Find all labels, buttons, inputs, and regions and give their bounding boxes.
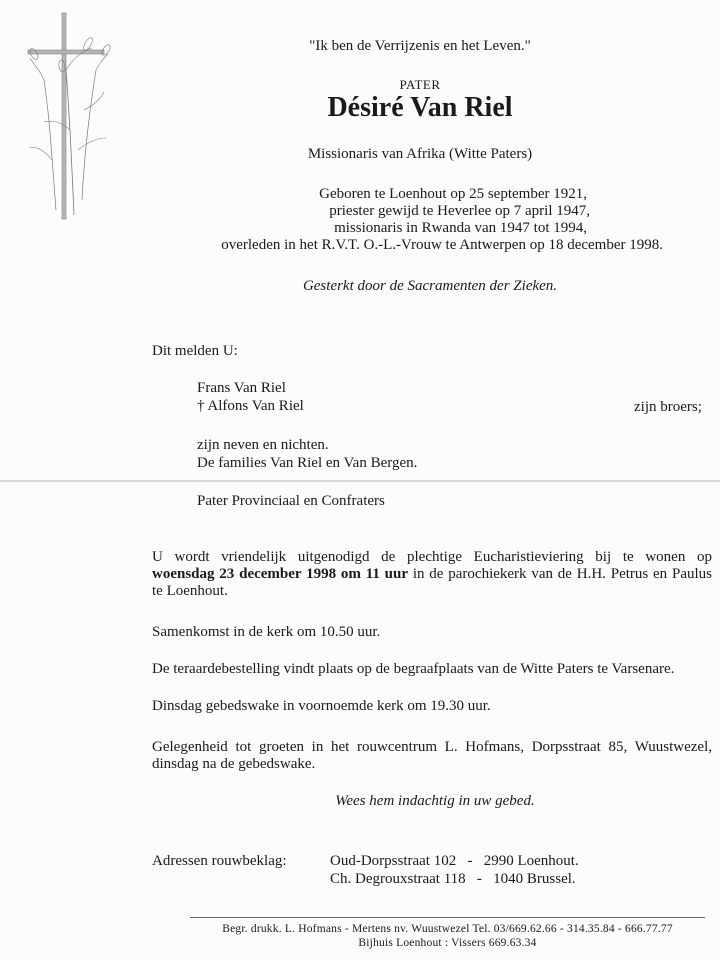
brother-2: † Alfons Van Riel <box>197 398 304 414</box>
sacraments: Gesterkt door de Sacramenten der Zieken. <box>302 278 558 294</box>
deceased-name: Désiré Van Riel <box>327 92 513 123</box>
invitation-location: in de parochiekerk van de H.H. Petrus en Paulus <box>408 566 712 582</box>
vigil: Dinsdag gebedswake in voornoemde kerk om 19.30 uur. <box>152 698 491 714</box>
quote: "Ik ben de Verrijzenis en het Leven." <box>309 38 531 54</box>
role: Missionaris van Afrika (Witte Paters) <box>307 146 533 162</box>
families: De families Van Riel en Van Bergen. <box>197 455 418 471</box>
brother-1: Frans Van Riel <box>197 380 286 396</box>
gathering: Samenkomst in de kerk om 10.50 uur. <box>152 624 381 640</box>
invitation-line-3: te Loenhout. <box>152 583 228 599</box>
announce-intro: Dit melden U: <box>152 343 238 359</box>
title-small: PATER <box>399 77 441 92</box>
footer-divider <box>190 917 705 918</box>
invitation-line-2 <box>152 566 712 583</box>
printer-footer <box>190 922 705 950</box>
footer-line-2: Bijhuis Loenhout : Vissers 669.63.34 <box>358 937 537 949</box>
condolence-line-1: Gelegenheid tot groeten in het rouwcentrum L. Hofmans, Dorpsstraat 85, Wuustwezel, <box>152 739 712 755</box>
bio-line: missionaris in Rwanda van 1947 tot 1994, <box>334 220 587 236</box>
condolence-line-2: dinsdag na de gebedswake. <box>152 756 316 772</box>
burial: De teraardebestelling vindt plaats op de begraafplaats van de Witte Paters te Varsenare. <box>152 661 675 677</box>
address-1: Oud-Dorpsstraat 102 - 2990 Loenhout. <box>330 853 579 869</box>
service-date: woensdag 23 december 1998 om 11 uur <box>152 566 409 582</box>
brothers-label: zijn broers; <box>634 399 702 415</box>
bio-line: overleden in het R.V.T. O.-L.-Vrouw te Antwerpen op 18 december 1998. <box>221 237 663 253</box>
invitation <box>152 549 712 600</box>
provincial: Pater Provinciaal en Confraters <box>197 493 385 509</box>
bio-line: Geboren te Loenhout op 25 september 1921, <box>319 186 587 202</box>
footer-line-1: Begr. drukk. L. Hofmans - Mertens nv. Wuustwezel Tel. 03/669.62.66 - 314.35.84 - 666.77.77 <box>222 923 673 935</box>
address-2: Ch. Degrouxstraat 118 - 1040 Brussel. <box>330 871 576 887</box>
bio-block <box>185 186 675 254</box>
cross-wheat-icon <box>22 10 122 222</box>
nephews: zijn neven en nichten. <box>197 437 329 453</box>
remember: Wees hem indachtig in uw gebed. <box>335 793 535 809</box>
addresses-label: Adressen rouwbeklag: <box>152 853 287 869</box>
condolence <box>152 739 712 773</box>
fold-line <box>0 480 720 482</box>
bio-line: priester gewijd te Heverlee op 7 april 1947, <box>329 203 590 219</box>
invitation-line-1: U wordt vriendelijk uitgenodigd de plechtige Eucharistieviering bij te wonen op <box>152 549 712 565</box>
